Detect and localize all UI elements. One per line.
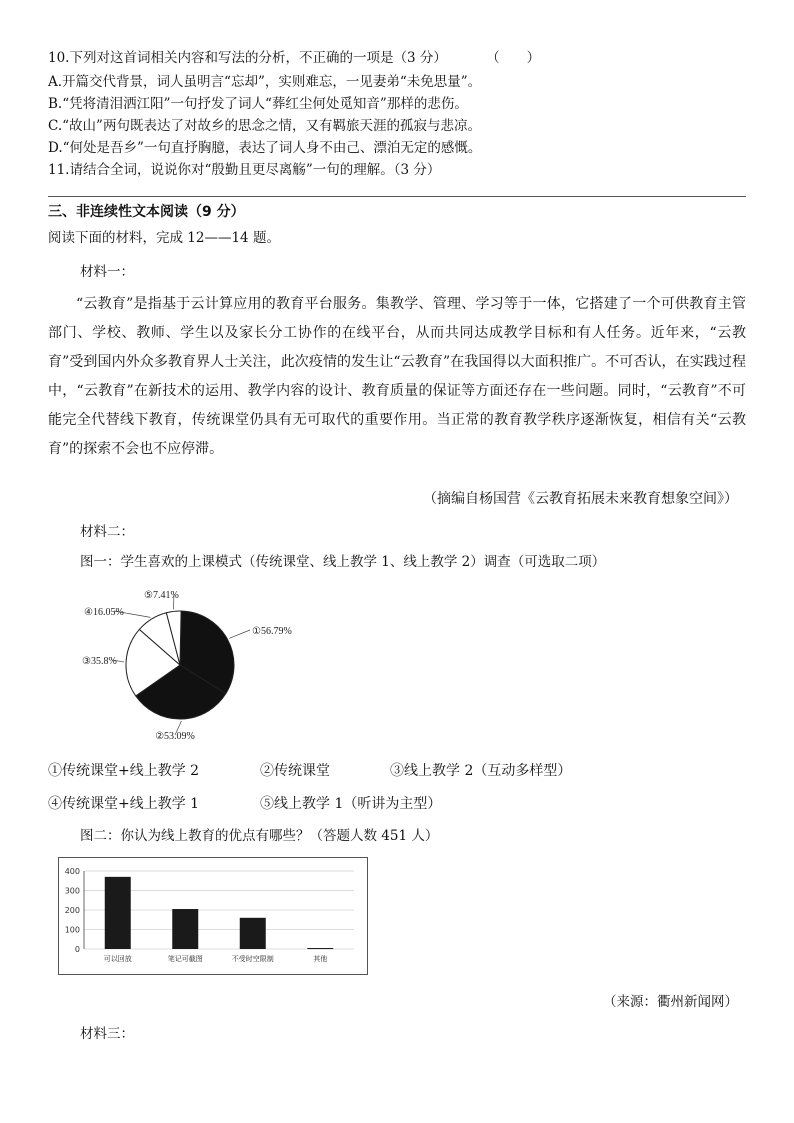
bar bbox=[307, 948, 333, 949]
bar bbox=[240, 918, 266, 949]
option-b: B.“凭将清泪洒江阳”一句抒发了词人“葬红尘何处觅知音”那样的悲伤。 bbox=[48, 96, 468, 112]
legend-item-2: ②传统课堂 bbox=[260, 763, 330, 779]
figure-1-title: 图一：学生喜欢的上课模式（传统课堂、线上教学 1、线上教学 2）调查（可选取二项） bbox=[80, 554, 606, 570]
y-tick-label: 200 bbox=[64, 906, 80, 915]
material-3-label: 材料三： bbox=[80, 1026, 134, 1042]
section-3-intro: 阅读下面的材料，完成 12——14 题。 bbox=[48, 230, 280, 246]
pie-leader-line bbox=[229, 630, 250, 638]
material-2-source: （来源：衢州新闻网） bbox=[603, 994, 738, 1010]
answer-blank: （ ） bbox=[492, 50, 541, 66]
pie-label: ④16.05% bbox=[84, 607, 124, 618]
legend-item-3: ③线上教学 2（互动多样型） bbox=[390, 763, 572, 779]
x-tick-label: 其他 bbox=[313, 955, 328, 963]
x-tick-label: 可以回放 bbox=[103, 955, 132, 963]
y-tick-label: 400 bbox=[64, 867, 80, 876]
pie-chart bbox=[80, 582, 345, 747]
y-tick-label: 100 bbox=[64, 925, 80, 935]
legend-item-5: ⑤线上教学 1（听讲为主型） bbox=[260, 796, 442, 812]
question-10 bbox=[48, 48, 540, 68]
option-c: C.“故山”两句既表达了对故乡的思念之情，又有羁旅天涯的孤寂与悲凉。 bbox=[48, 118, 481, 134]
legend-item-4: ④传统课堂+线上教学 1 bbox=[48, 796, 200, 812]
x-tick-label: 笔记可截图 bbox=[167, 955, 203, 963]
question-10-stem: 10.下列对这首词相关内容和写法的分析，不正确的一项是（3 分） bbox=[48, 50, 447, 66]
option-a: A.开篇交代背景，词人虽明言“忘却”，实则难忘，一见妻弟“未免思量”。 bbox=[48, 74, 482, 90]
material-1-text: “云教育”是指基于云计算应用的教育平台服务。集教学、管理、学习等于一体，它搭建了一个可供教育主管部门、学校、教师、学生以及家长分工协作的在线平台，从而共同达成教学目标和有人任务。近年来，“云教育”受到国内外众多教育界人士关注，此次疫情的发生让“云教育”在我国得以大面积推广。不可否认，在实践过程中，“云教育”在新技术的运用、教学内容的设计、教育质量的保证等方面还存在一些问题。同时，“云教育”不可能完全代替线下教育，传统课堂仍具有无可取代的重要作用。当正常的教育教学秩序逐渐恢复，相信有关“云教育”的探索不会也不应停滞。 bbox=[48, 296, 746, 457]
bar bbox=[105, 877, 131, 949]
x-tick-label: 不受时空限制 bbox=[231, 955, 274, 963]
figure-2-title: 图二：你认为线上教育的优点有哪些？（答题人数 451 人） bbox=[80, 828, 439, 844]
pie-label: ②53.09% bbox=[155, 731, 195, 742]
material-2-label: 材料二： bbox=[80, 524, 134, 540]
section-divider bbox=[48, 196, 746, 197]
legend-item-1: ①传统课堂+线上教学 2 bbox=[48, 763, 200, 779]
pie-label: ⑤7.41% bbox=[144, 590, 179, 601]
bar bbox=[172, 909, 198, 949]
bar-chart bbox=[58, 857, 368, 975]
pie-label: ①56.79% bbox=[252, 626, 292, 637]
question-11: 11.请结合全词，说说你对“殷勤且更尽离觞”一句的理解。（3 分） bbox=[48, 162, 441, 178]
material-1-source: （摘编自杨国营《云教育拓展未来教育想象空间》） bbox=[423, 491, 738, 507]
y-tick-label: 300 bbox=[64, 886, 80, 896]
section-3-heading: 三、非连续性文本阅读（9 分） bbox=[48, 204, 245, 220]
y-tick-label: 0 bbox=[74, 945, 80, 954]
option-d: D.“何处是吾乡”一句直抒胸臆，表达了词人身不由己、漂泊无定的感慨。 bbox=[48, 140, 482, 156]
material-1-label: 材料一： bbox=[80, 264, 134, 280]
pie-label: ③35.8% bbox=[82, 656, 117, 667]
